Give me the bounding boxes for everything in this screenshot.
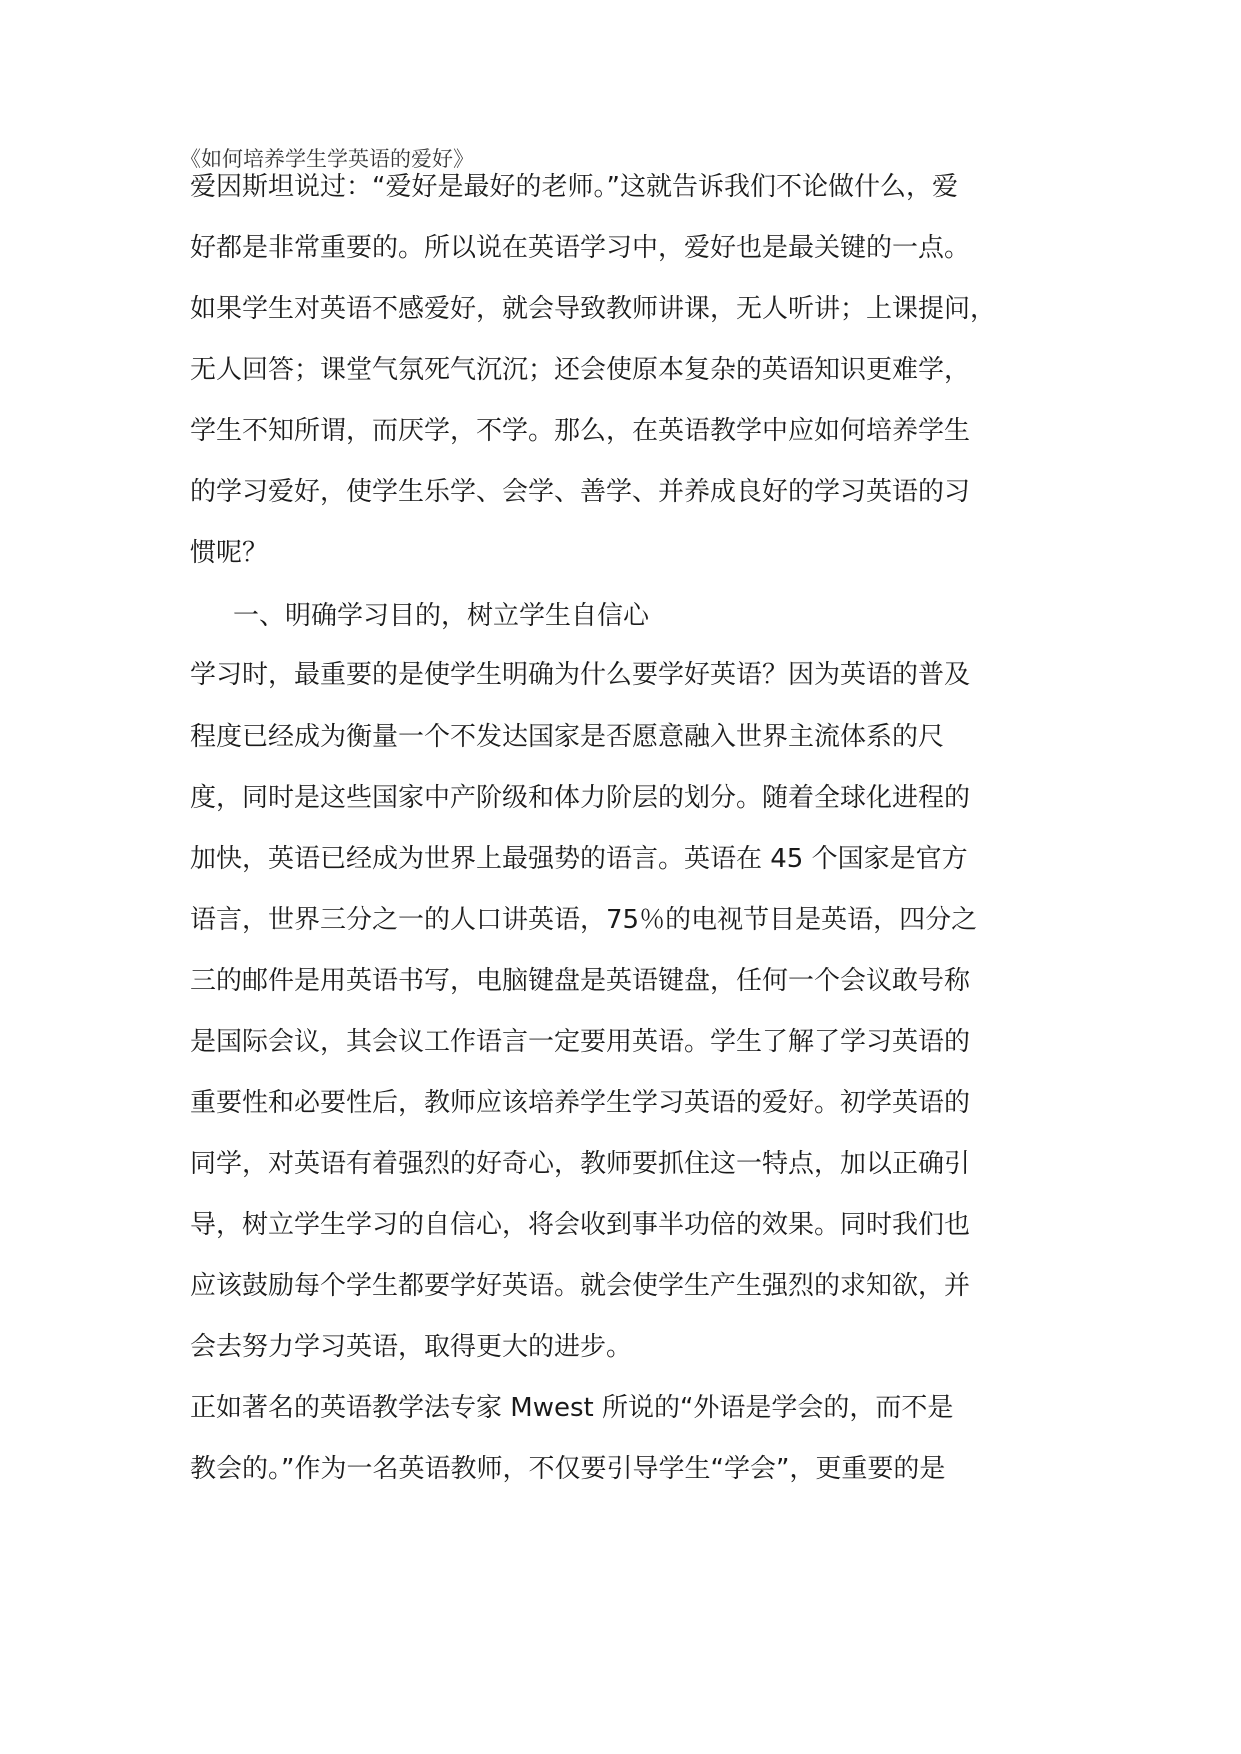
body-line: 无人回答；课堂气氛死气沉沉；还会使原本复杂的英语知识更难学， [190, 355, 971, 385]
body-line: 如果学生对英语不感爱好，就会导致教师讲课，无人听讲；上课提问， [190, 294, 997, 324]
body-line: 教会的。”作为一名英语教师，不仅要引导学生“学会”，更重要的是 [190, 1454, 946, 1484]
body-line: 应该鼓励每个学生都要学好英语。就会使学生产生强烈的求知欲，并 [190, 1271, 971, 1301]
body-line: 学习时，最重要的是使学生明确为什么要学好英语？因为英语的普及 [190, 660, 971, 690]
body-line: 是国际会议，其会议工作语言一定要用英语。学生了解了学习英语的 [190, 1027, 971, 1057]
body-line: 度，同时是这些国家中产阶级和体力阶层的划分。随着全球化进程的 [190, 783, 971, 813]
body-line: 好都是非常重要的。所以说在英语学习中，爱好也是最关键的一点。 [190, 233, 971, 263]
body-line: 的学习爱好，使学生乐学、会学、善学、并养成良好的学习英语的习 [190, 477, 971, 507]
body-line: 三的邮件是用英语书写，电脑键盘是英语键盘，任何一个会议敢号称 [190, 966, 971, 996]
body-line: 惯呢？ [190, 538, 269, 568]
body-line: 加快，英语已经成为世界上最强势的语言。英语在 45 个国家是官方 [190, 844, 968, 874]
body-line: 导，树立学生学习的自信心，将会收到事半功倍的效果。同时我们也 [190, 1210, 971, 1240]
body-line: 爱因斯坦说过：“爱好是最好的老师。”这就告诉我们不论做什么，爱 [190, 172, 958, 202]
body-line: 程度已经成为衡量一个不发达国家是否愿意融入世界主流体系的尺 [190, 722, 945, 752]
body-line: 学生不知所谓，而厌学，不学。那么，在英语教学中应如何培养学生 [190, 416, 971, 446]
body-line: 正如著名的英语教学法专家 Mwest 所说的“外语是学会的，而不是 [190, 1393, 954, 1423]
body-line: 同学，对英语有着强烈的好奇心，教师要抓住这一特点，加以正确引 [190, 1149, 971, 1179]
document-title: 《如何培养学生学英语的爱好》 [180, 147, 474, 171]
body-line: 语言，世界三分之一的人口讲英语，75％的电视节目是英语，四分之 [190, 905, 978, 935]
section-heading: 一、明确学习目的，树立学生自信心 [233, 601, 650, 631]
body-line: 重要性和必要性后，教师应该培养学生学习英语的爱好。初学英语的 [190, 1088, 971, 1118]
body-line: 会去努力学习英语，取得更大的进步。 [190, 1332, 633, 1362]
